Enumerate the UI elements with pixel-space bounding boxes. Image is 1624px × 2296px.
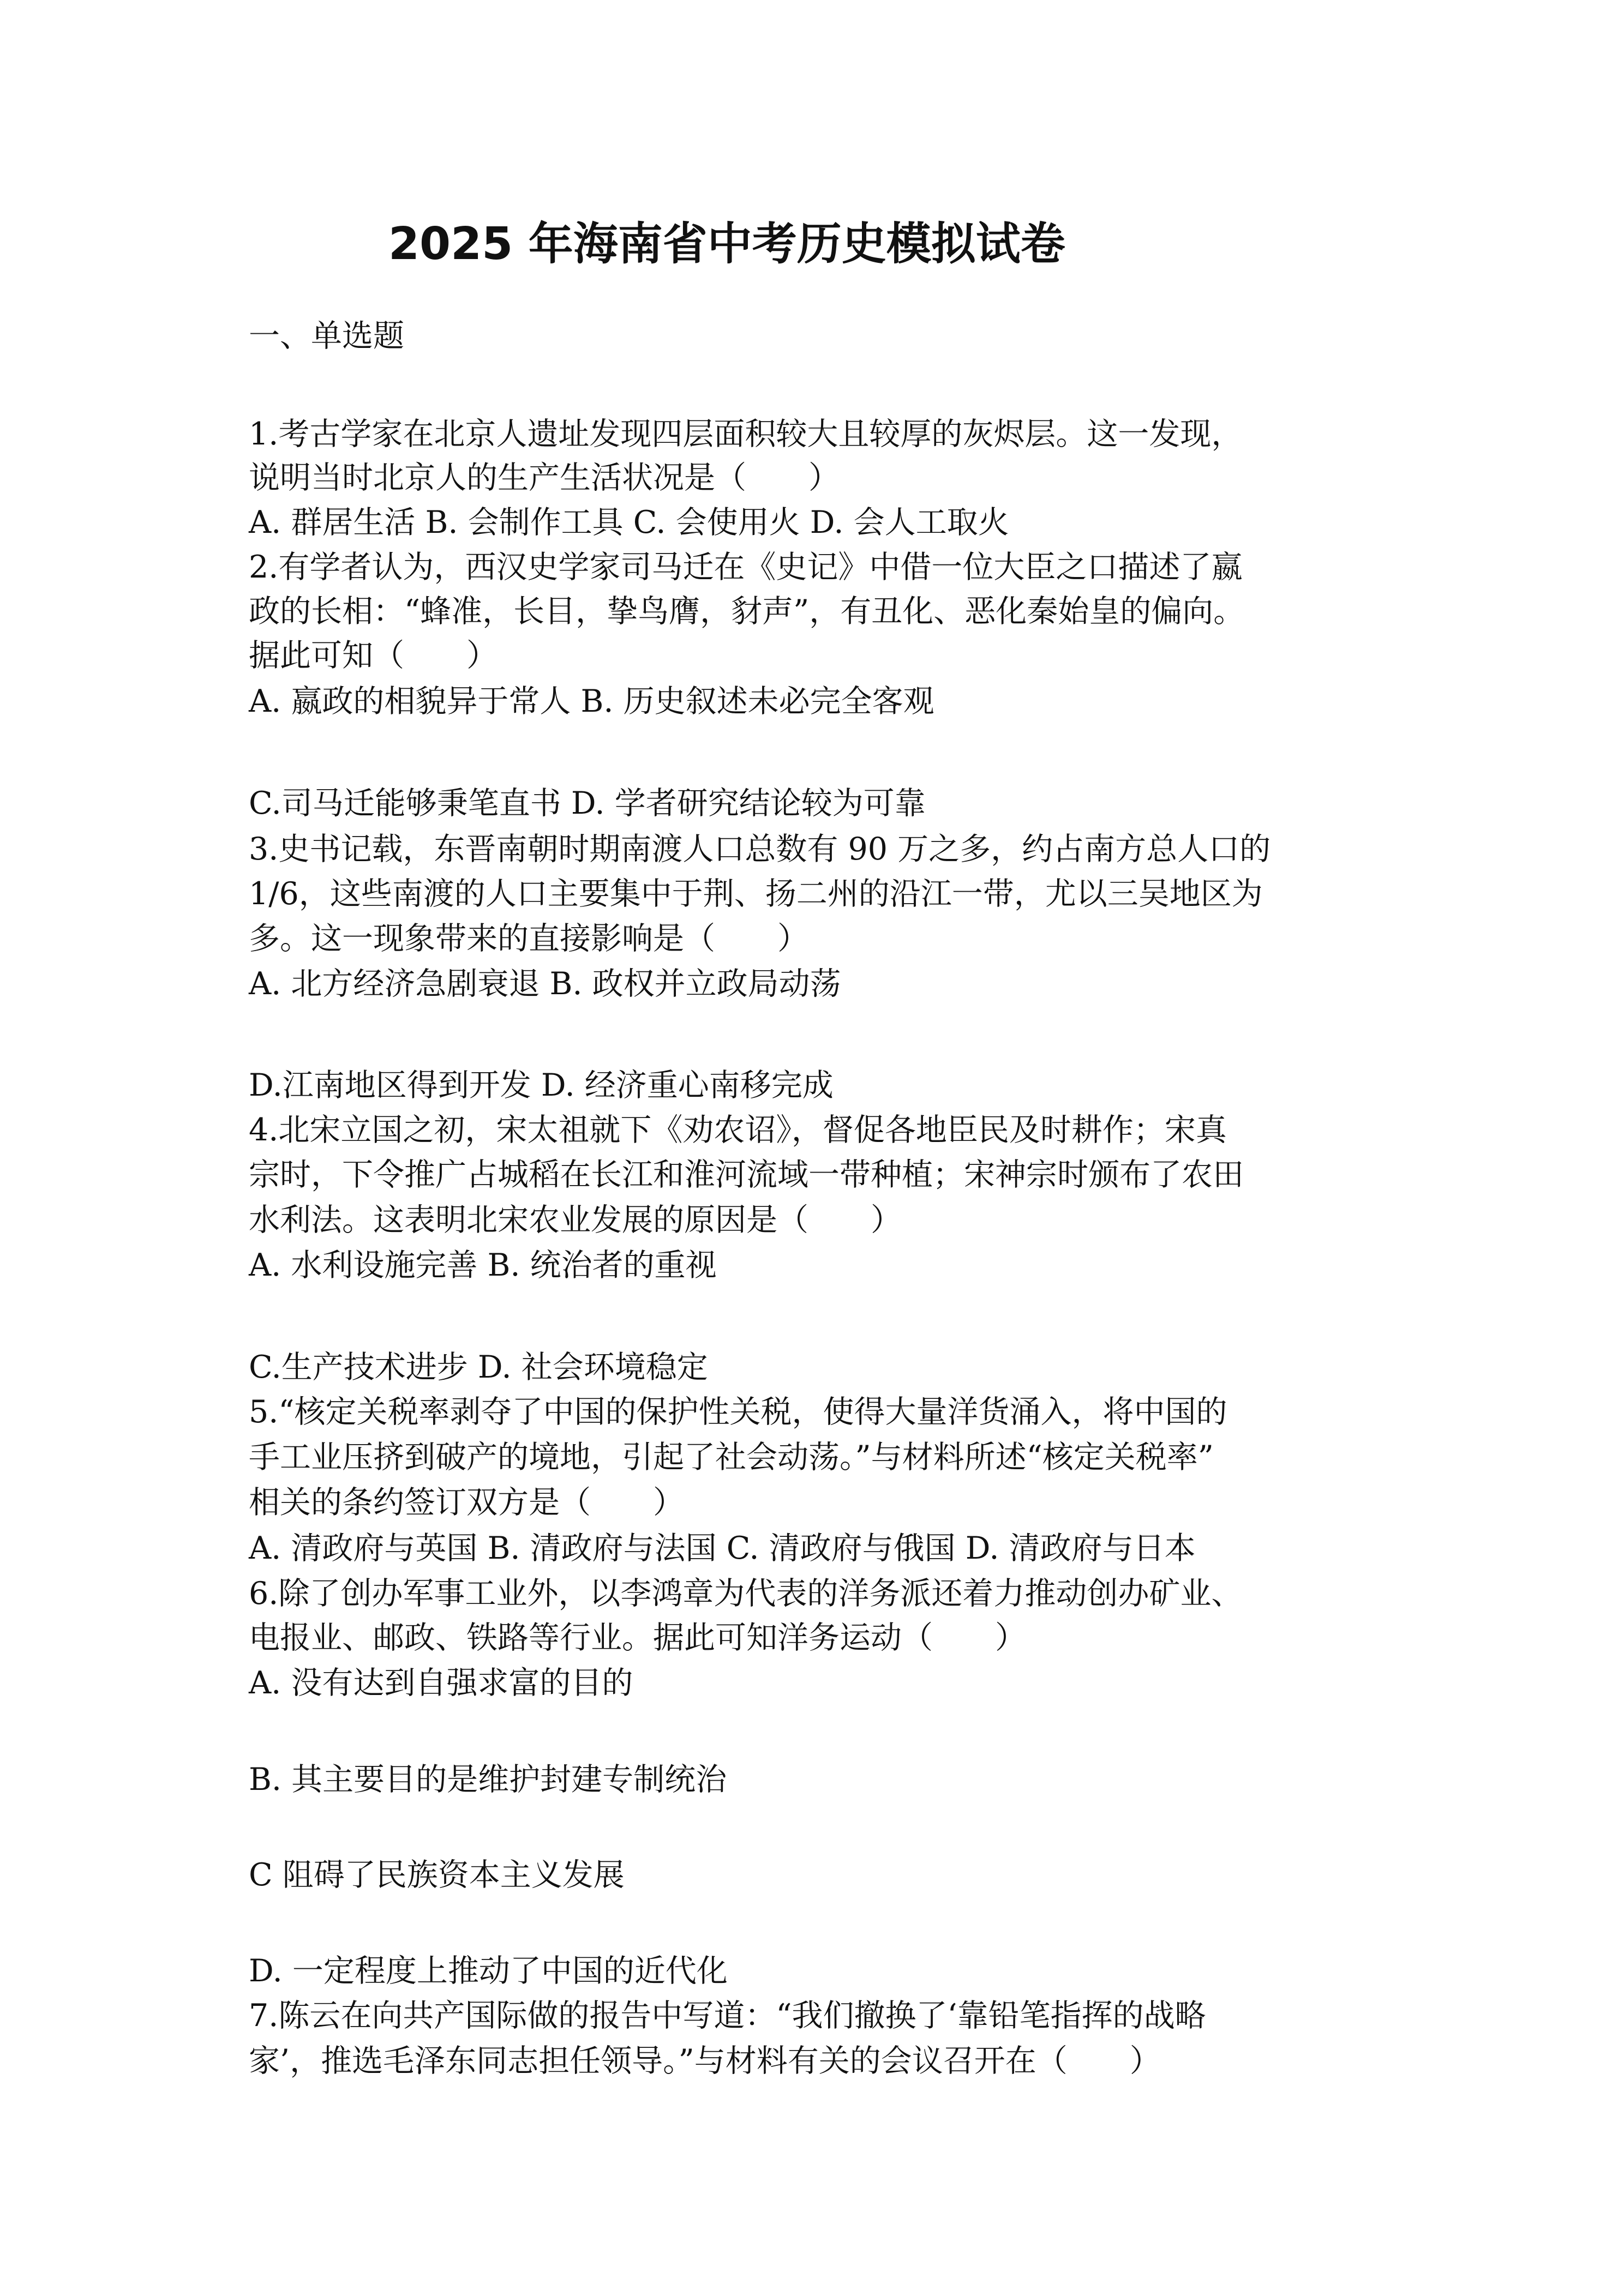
- q1-stem-line-1: 1.考古学家在北京人遗址发现四层面积较大且较厚的灰烬层。这一发现，: [249, 416, 1243, 452]
- q6-option-b: B. 其主要目的是维护封建专制统治: [249, 1762, 727, 1798]
- q4-stem-line-3: 水利法。这表明北宋农业发展的原因是（ ）: [249, 1202, 902, 1238]
- q3-stem-line-3: 多。这一现象带来的直接影响是（ ）: [249, 921, 808, 957]
- q2-stem-line-3: 据此可知（ ）: [249, 638, 498, 674]
- q6-option-d: D. 一定程度上推动了中国的近代化: [249, 1953, 728, 1989]
- q2-stem-line-2: 政的长相：“蜂准，长目，挚鸟膺，豺声”，有丑化、恶化秦始皇的偏向。: [249, 593, 1245, 629]
- q4-options-ab: A. 水利设施完善 B. 统治者的重视: [249, 1247, 717, 1283]
- page-title: 2025 年海南省中考历史模拟试卷: [388, 218, 1065, 270]
- q2-stem-line-1: 2.有学者认为，西汉史学家司马迁在《史记》中借一位大臣之口描述了嬴: [249, 549, 1243, 585]
- q6-option-a: A. 没有达到自强求富的目的: [249, 1665, 633, 1701]
- q1-options: A. 群居生活 B. 会制作工具 C. 会使用火 D. 会人工取火: [249, 504, 1009, 540]
- q3-stem-line-1: 3.史书记载，东晋南朝时期南渡人口总数有 90 万之多，约占南方总人口的: [249, 831, 1271, 867]
- q7-stem-line-1: 7.陈云在向共产国际做的报告中写道：“我们撤换了‘靠铅笔指挥的战略: [249, 1998, 1206, 2034]
- q3-options-cd: D.江南地区得到开发 D. 经济重心南移完成: [249, 1067, 834, 1103]
- q6-stem-line-1: 6.除了创办军事工业外，以李鸿章为代表的洋务派还着力推动创办矿业、: [249, 1576, 1243, 1612]
- q2-options-ab: A. 嬴政的相貌异于常人 B. 历史叙述未必完全客观: [249, 683, 934, 719]
- q4-options-cd: C.生产技术进步 D. 社会环境稳定: [249, 1349, 708, 1385]
- q5-stem-line-2: 手工业压挤到破产的境地，引起了社会动荡。”与材料所述“核定关税率”: [249, 1439, 1214, 1475]
- q6-stem-line-2: 电报业、邮政、铁路等行业。据此可知洋务运动（ ）: [249, 1620, 1026, 1656]
- q1-stem-line-2: 说明当时北京人的生产生活状况是（ ）: [249, 460, 840, 496]
- q6-option-c: C 阻碍了民族资本主义发展: [249, 1857, 625, 1893]
- q2-options-cd: C.司马迁能够秉笔直书 D. 学者研究结论较为可靠: [249, 785, 926, 821]
- q4-stem-line-2: 宗时，下令推广占城稻在长江和淮河流域一带种植；宋神宗时颁布了农田: [249, 1157, 1244, 1193]
- section-heading: 一、单选题: [249, 318, 404, 354]
- q5-stem-line-1: 5.“核定关税率剥夺了中国的保护性关税，使得大量洋货涌入，将中国的: [249, 1394, 1227, 1430]
- q4-stem-line-1: 4.北宋立国之初，宋太祖就下《劝农诏》，督促各地臣民及时耕作；宋真: [249, 1112, 1227, 1148]
- q3-options-ab: A. 北方经济急剧衰退 B. 政权并立政局动荡: [249, 966, 841, 1002]
- q5-options: A. 清政府与英国 B. 清政府与法国 C. 清政府与俄国 D. 清政府与日本: [249, 1530, 1196, 1566]
- q5-stem-line-3: 相关的条约签订双方是（ ）: [249, 1484, 684, 1520]
- q3-stem-line-2: 1/6，这些南渡的人口主要集中于荆、扬二州的沿江一带，尤以三吴地区为: [249, 876, 1263, 912]
- q7-stem-line-2: 家’，推选毛泽东同志担任领导。”与材料有关的会议召开在（ ）: [249, 2043, 1161, 2079]
